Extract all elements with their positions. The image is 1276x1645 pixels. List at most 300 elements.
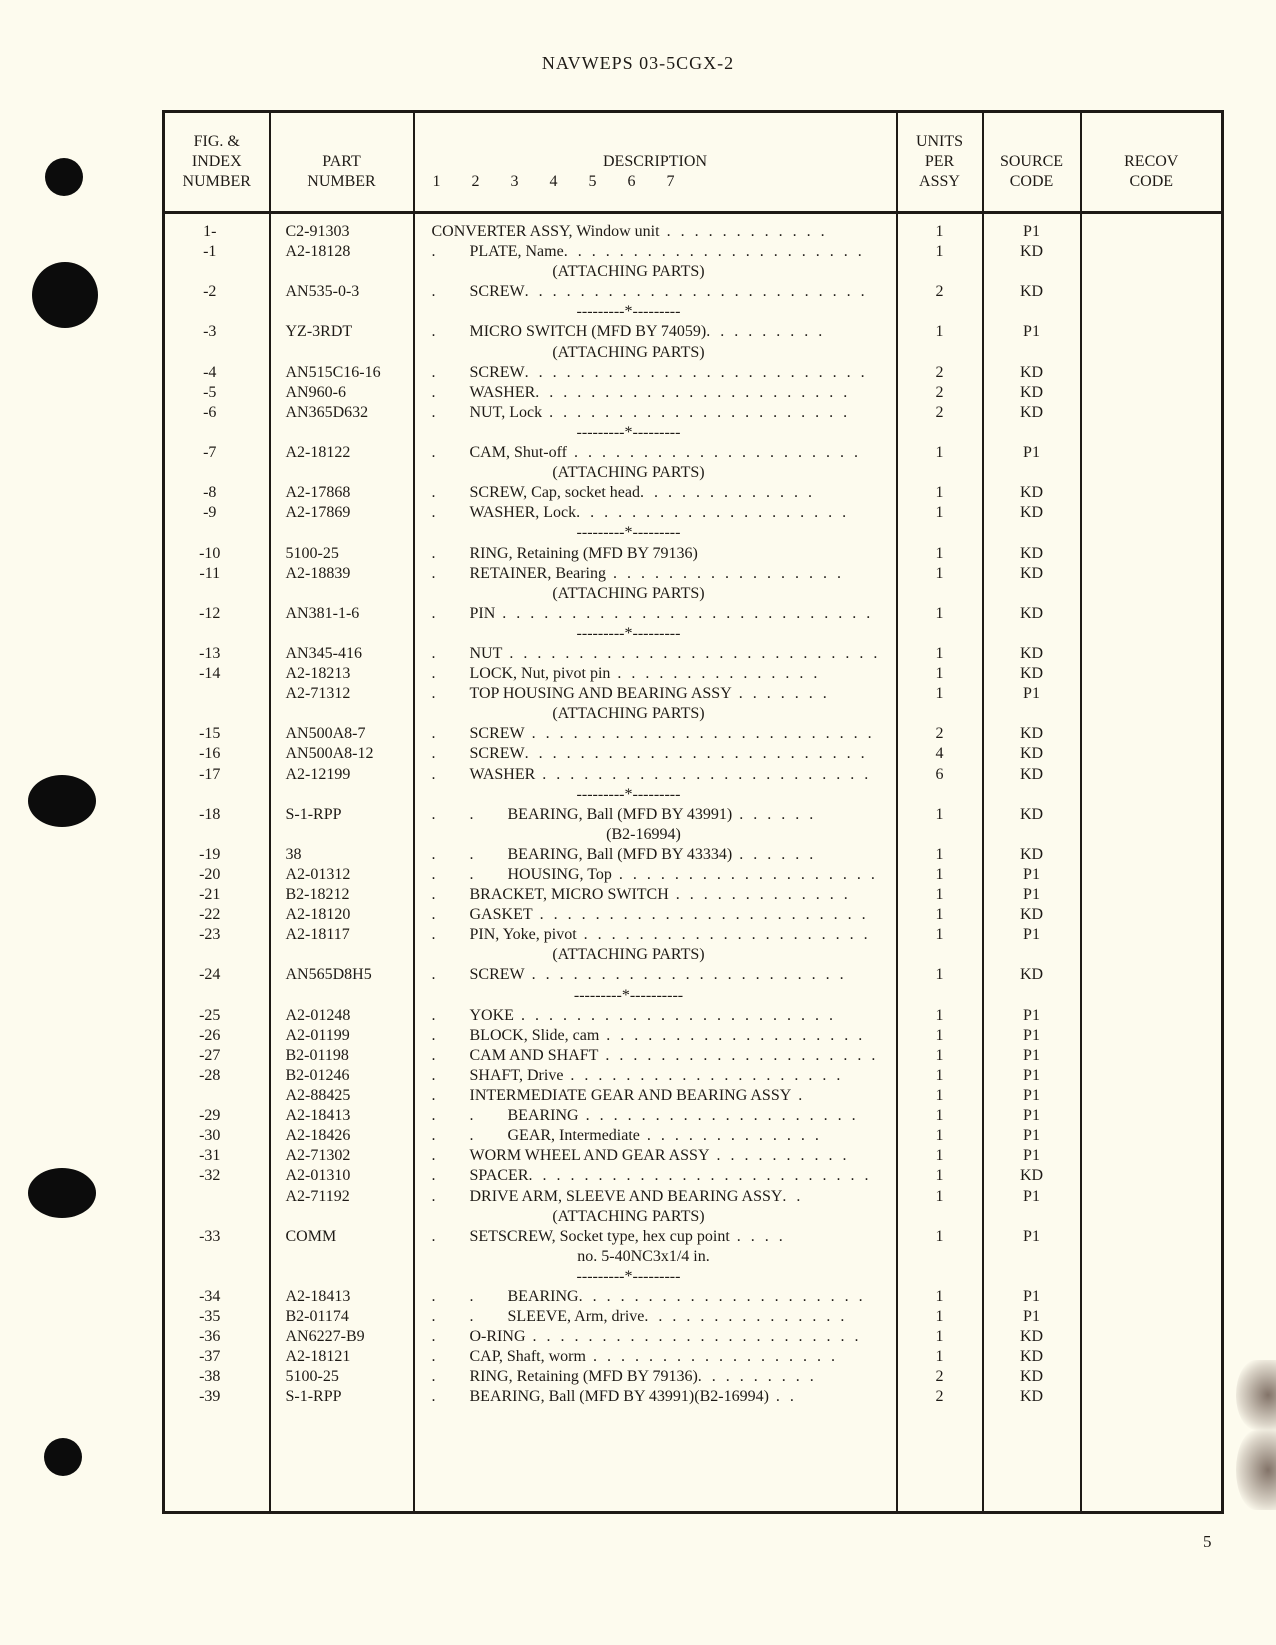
- indent-dot: .: [431, 886, 436, 904]
- index-number-cell: -12: [199, 604, 221, 622]
- units-per-assy-cell: 1: [935, 665, 944, 683]
- index-number-cell: -31: [199, 1147, 221, 1165]
- source-code-cell: KD: [1019, 1348, 1044, 1366]
- dot-leader: . . . . . . . . . . . . . . . . . . . . . .: [563, 243, 865, 261]
- part-number-cell: A2-71312: [285, 685, 351, 703]
- indent-dot: .: [431, 1066, 436, 1084]
- dot-leader: . . . . . . . . . . . . . . . . .: [605, 564, 844, 582]
- index-number-cell: -11: [199, 564, 221, 582]
- index-number-cell: -18: [199, 805, 221, 823]
- description-cell: [415, 1287, 896, 1307]
- blank-cell: [1082, 584, 1222, 604]
- dot-leader: . . . . . . . . . . . . .: [640, 484, 815, 502]
- indent-dot: .: [431, 604, 436, 622]
- indent-dot: .: [431, 1287, 436, 1305]
- indent-dot: .: [431, 866, 436, 883]
- dot-leader: . . . . . . . . . . . . .: [639, 1127, 822, 1145]
- indent-dot: .: [431, 1107, 436, 1125]
- indent-dot: .: [431, 685, 436, 703]
- page-stain: [1236, 1360, 1276, 1430]
- attaching-parts-note: [415, 1247, 896, 1267]
- dot-leader: . . . . . . . . .: [706, 323, 826, 341]
- blank-cell: [984, 825, 1080, 845]
- part-number-cell: B2-18212: [285, 886, 350, 904]
- blank-cell: [271, 1207, 413, 1227]
- part-number-cell: A2-01248: [285, 1006, 351, 1024]
- index-number-cell: [165, 1086, 269, 1106]
- header-index-number: FIG. & INDEX NUMBER: [164, 112, 270, 213]
- description-cell: [415, 865, 896, 885]
- dot-leader: . . . .: [729, 1227, 786, 1245]
- description-cell: [415, 564, 896, 584]
- source-code-cell: P1: [1023, 223, 1040, 240]
- description-text: WASHER: [469, 383, 536, 401]
- blank-cell: [1082, 523, 1222, 543]
- indent-dot: .: [431, 1308, 436, 1326]
- indent-dot: .: [431, 504, 436, 522]
- blank-cell: [165, 262, 269, 282]
- binder-hole: [44, 1438, 82, 1476]
- dot-leader: . . . . . . . . . . . . . . . . . . .: [599, 1026, 866, 1044]
- blank-cell: [165, 423, 269, 443]
- binder-hole: [28, 775, 96, 827]
- index-number-cell: -10: [199, 544, 221, 562]
- part-number-cell: AN500A8-7: [285, 725, 366, 743]
- recov-code-cell: [1082, 905, 1222, 925]
- part-number-cell: 38: [285, 845, 302, 863]
- units-per-assy-cell: 1: [935, 484, 944, 502]
- blank-cell: [984, 785, 1080, 805]
- attaching-parts-separator: [415, 785, 896, 805]
- index-number-cell: -20: [199, 866, 221, 883]
- dot-leader: . . . . . . . . . . . . . . . . . . . .: [578, 1107, 859, 1125]
- note-text: (ATTACHING PARTS): [552, 705, 705, 723]
- description-text: BEARING, Ball (MFD BY 43334): [507, 845, 733, 863]
- description-cell: [415, 604, 896, 624]
- dot-leader: . . . . . . . . . . . . . . . . . . . . .: [576, 926, 871, 944]
- recov-code-cell: [1082, 965, 1222, 985]
- blank-cell: [898, 1267, 982, 1287]
- dot-leader: . . . . . . . . . . . . . . . . . . . .: [576, 504, 850, 522]
- source-code-cell: KD: [1019, 745, 1044, 763]
- blank-cell: [271, 584, 413, 604]
- index-number-cell: -26: [199, 1026, 221, 1044]
- description-cell: [415, 1006, 896, 1026]
- recov-code-cell: [1082, 1066, 1222, 1086]
- blank-cell: [165, 1247, 269, 1267]
- note-text: (ATTACHING PARTS): [552, 343, 705, 361]
- description-text: SLEEVE, Arm, drive: [507, 1308, 645, 1326]
- dot-leader: . . . . . . . . . . . . . . . . . . . . . . . . . . .: [502, 644, 881, 662]
- attaching-parts-separator: [415, 624, 896, 644]
- dot-leader: . . . . . . . . . . . . . . . . . . . . . . . . .: [524, 283, 868, 301]
- index-number-cell: [165, 1187, 269, 1207]
- part-number-cell: AN6227-B9: [285, 1328, 365, 1346]
- indent-dot: .: [469, 1127, 474, 1145]
- source-code-cell: KD: [1019, 725, 1044, 743]
- blank-cell: [1082, 704, 1222, 724]
- blank-cell: [984, 262, 1080, 282]
- description-text: MICRO SWITCH (MFD BY 74059): [469, 323, 707, 341]
- blank-cell: [271, 423, 413, 443]
- description-cell: [415, 383, 896, 403]
- description-text: WORM WHEEL AND GEAR ASSY: [469, 1147, 710, 1165]
- units-per-assy-cell: 2: [935, 725, 944, 743]
- part-number-cell: 5100-25: [285, 1368, 339, 1386]
- description-cell: [415, 1086, 896, 1106]
- separator-text: ---------*---------: [576, 524, 681, 542]
- units-per-assy-cell: 1: [935, 223, 944, 240]
- units-per-assy-cell: 1: [935, 604, 944, 622]
- parts-list-table: [162, 110, 1224, 1514]
- description-cell: [415, 282, 896, 302]
- header-description: DESCRIPTION 1 2 3 4 5 6 7: [414, 112, 897, 213]
- blank-cell: [984, 302, 1080, 322]
- blank-cell: [1082, 785, 1222, 805]
- index-number-cell: -19: [199, 845, 221, 863]
- recov-code-cell: [1082, 1106, 1222, 1126]
- description-cell: [415, 1307, 896, 1327]
- table-header-row: [164, 112, 1223, 213]
- note-text: (B2-16994): [606, 825, 681, 843]
- index-number-cell: -7: [203, 444, 217, 462]
- recov-code-cell: [1082, 242, 1222, 262]
- blank-cell: [1082, 945, 1222, 965]
- description-text: RETAINER, Bearing: [469, 564, 606, 582]
- source-code-cell: KD: [1019, 1328, 1044, 1346]
- part-number-cell: A2-18120: [285, 906, 351, 924]
- description-text: SCREW: [469, 966, 525, 984]
- blank-cell: [165, 1267, 269, 1287]
- part-number-cell: AN535-0-3: [285, 283, 360, 301]
- indent-dot: .: [431, 765, 436, 783]
- recov-code-cell: [1082, 1086, 1222, 1106]
- description-cell: [415, 765, 896, 785]
- blank-cell: [165, 986, 269, 1006]
- indent-dot: .: [431, 745, 436, 763]
- index-number-cell: -24: [199, 966, 221, 984]
- indent-dot: .: [469, 845, 474, 863]
- indent-dot: .: [431, 484, 436, 502]
- part-number-cell: A2-71302: [285, 1147, 351, 1165]
- part-number-cell: A2-18128: [285, 243, 351, 261]
- attaching-parts-separator: [415, 423, 896, 443]
- description-cell: [415, 1046, 896, 1066]
- part-number-column: [270, 213, 414, 1513]
- description-cell: [415, 1026, 896, 1046]
- blank-cell: [271, 523, 413, 543]
- attaching-parts-note: [415, 704, 896, 724]
- units-per-assy-cell: 1: [935, 323, 944, 341]
- dot-leader: . . . . . . . . . . . . . . . . . . . . . .: [542, 403, 851, 421]
- source-code-cell: P1: [1023, 1066, 1040, 1084]
- header-units-per-assy: UNITS PER ASSY: [897, 112, 983, 213]
- description-cell: [415, 222, 896, 242]
- units-per-assy-cell: 2: [935, 1368, 944, 1386]
- blank-cell: [1082, 1267, 1222, 1287]
- dot-leader: . . . . . . . . . . . . . . . . . . . . . . .: [524, 966, 847, 984]
- attaching-parts-note: [415, 262, 896, 282]
- source-code-cell: KD: [1019, 243, 1044, 261]
- description-cell: [415, 1367, 896, 1387]
- binder-hole: [45, 158, 83, 196]
- blank-cell: [165, 343, 269, 363]
- source-code-cell: KD: [1019, 283, 1044, 301]
- description-text: HOUSING, Top: [507, 866, 612, 883]
- dot-leader: . . . . . . . . . . . . . . . . . . . .: [563, 1066, 844, 1084]
- description-text: SCREW: [469, 725, 525, 743]
- source-code-cell: KD: [1019, 504, 1044, 522]
- recov-code-cell: [1082, 744, 1222, 764]
- index-number-cell: -5: [203, 383, 217, 401]
- source-code-cell: KD: [1019, 805, 1044, 823]
- description-cell: [415, 544, 896, 564]
- index-number-cell: -14: [199, 665, 221, 683]
- recov-code-cell: [1082, 1227, 1222, 1247]
- source-code-cell: KD: [1019, 765, 1044, 783]
- attaching-parts-note: [415, 584, 896, 604]
- source-code-cell: P1: [1023, 685, 1040, 703]
- source-code-cell: P1: [1023, 1087, 1040, 1105]
- recov-code-cell: [1082, 724, 1222, 744]
- description-cell: [415, 242, 896, 262]
- index-number-cell: -22: [199, 906, 221, 924]
- blank-cell: [984, 343, 1080, 363]
- units-per-assy-cell: 1: [935, 444, 944, 462]
- dot-leader: . . . . . . . . . . . . . . . . . . . . .: [578, 1287, 866, 1305]
- description-cell: [415, 1347, 896, 1367]
- description-text: CAM AND SHAFT: [469, 1046, 599, 1064]
- units-per-assy-cell: 1: [935, 1227, 944, 1245]
- indent-dot: .: [469, 1287, 474, 1305]
- description-text: SETSCREW, Socket type, hex cup point: [469, 1227, 730, 1245]
- units-per-assy-cell: 1: [935, 1087, 944, 1105]
- recov-code-cell: [1082, 503, 1222, 523]
- units-per-assy-cell: 1: [935, 564, 944, 582]
- indent-dot: .: [431, 243, 436, 261]
- part-number-cell: YZ-3RDT: [285, 323, 353, 341]
- part-number-cell: A2-01312: [285, 866, 351, 883]
- separator-text: ---------*----------: [573, 986, 684, 1004]
- indent-dot: .: [431, 805, 436, 823]
- blank-cell: [165, 302, 269, 322]
- part-number-cell: AN345-416: [285, 644, 362, 662]
- blank-cell: [165, 463, 269, 483]
- description-text: BEARING, Ball (MFD BY 43991)(B2-16994): [469, 1388, 769, 1406]
- index-number-column: [164, 213, 270, 1513]
- part-number-cell: A2-18122: [285, 444, 351, 462]
- units-per-assy-cell: 2: [935, 283, 944, 301]
- blank-cell: [271, 704, 413, 724]
- index-number-cell: 1-: [203, 223, 217, 240]
- source-code-cell: KD: [1019, 906, 1044, 924]
- source-code-cell: P1: [1023, 1107, 1040, 1125]
- dot-leader: . . . . . . . . . . . . . . . . . . . . . . . . .: [524, 745, 868, 763]
- description-text: SHAFT, Drive: [469, 1066, 564, 1084]
- description-text: CAP, Shaft, worm: [469, 1348, 586, 1366]
- note-text: (ATTACHING PARTS): [552, 263, 705, 281]
- source-code-cell: P1: [1023, 1147, 1040, 1165]
- indent-dot: .: [431, 403, 436, 421]
- units-per-assy-cell: 1: [935, 1308, 944, 1326]
- recov-code-column: [1081, 213, 1223, 1513]
- part-number-cell: A2-12199: [285, 765, 351, 783]
- source-code-cell: P1: [1023, 444, 1040, 462]
- description-text: LOCK, Nut, pivot pin: [469, 665, 611, 683]
- recov-code-cell: [1082, 1046, 1222, 1066]
- attaching-parts-note: [415, 825, 896, 845]
- description-cell: [415, 1146, 896, 1166]
- blank-cell: [898, 624, 982, 644]
- indent-dot: .: [431, 906, 436, 924]
- blank-cell: [271, 825, 413, 845]
- dot-leader: . .: [768, 1388, 797, 1406]
- indent-dot: .: [431, 1006, 436, 1024]
- source-code-cell: P1: [1023, 866, 1040, 883]
- index-number-cell: -23: [199, 926, 221, 944]
- units-per-assy-cell: 1: [935, 926, 944, 944]
- description-cell: [415, 965, 896, 985]
- recov-code-cell: [1082, 564, 1222, 584]
- source-code-cell: KD: [1019, 564, 1044, 582]
- description-text: CAM, Shut-off: [469, 444, 567, 462]
- part-number-cell: A2-01199: [285, 1026, 350, 1044]
- blank-cell: [898, 343, 982, 363]
- description-text: WASHER: [469, 765, 536, 783]
- recov-code-cell: [1082, 1347, 1222, 1367]
- part-number-cell: AN960-6: [285, 383, 346, 401]
- indent-dot: .: [469, 805, 474, 823]
- separator-text: ---------*---------: [576, 423, 681, 441]
- source-code-cell: P1: [1023, 1006, 1040, 1024]
- blank-cell: [271, 945, 413, 965]
- index-number-cell: -36: [199, 1328, 221, 1346]
- indent-dot: .: [431, 1388, 436, 1406]
- recov-code-cell: [1082, 765, 1222, 785]
- recov-code-cell: [1082, 383, 1222, 403]
- index-number-cell: -1: [203, 243, 217, 261]
- description-text: PLATE, Name: [469, 243, 564, 261]
- separator-text: ---------*---------: [576, 785, 681, 803]
- indent-level-numbers: 1 2 3 4 5 6 7: [432, 173, 675, 190]
- blank-cell: [271, 1247, 413, 1267]
- blank-cell: [271, 624, 413, 644]
- description-cell: [415, 644, 896, 664]
- units-per-assy-cell: 1: [935, 845, 944, 863]
- description-cell: [415, 925, 896, 945]
- blank-cell: [984, 1247, 1080, 1267]
- source-code-cell: KD: [1019, 403, 1044, 421]
- dot-leader: . . . . . . . . . . . . . . . . . . . . . . . . .: [528, 1167, 872, 1185]
- attaching-parts-separator: [415, 523, 896, 543]
- units-per-assy-cell: 1: [935, 685, 944, 703]
- indent-dot: .: [469, 1107, 474, 1125]
- description-text: CONVERTER ASSY, Window unit: [431, 223, 660, 240]
- units-per-assy-cell: 1: [935, 866, 944, 883]
- recov-code-cell: [1082, 483, 1222, 503]
- units-per-assy-cell: 1: [935, 966, 944, 984]
- indent-dot: .: [431, 1368, 436, 1386]
- description-cell: [415, 805, 896, 825]
- blank-cell: [1082, 343, 1222, 363]
- recov-code-cell: [1082, 805, 1222, 825]
- dot-leader: . . . . . . . . . . . . . . . . . . . . . . . . .: [524, 725, 875, 743]
- indent-dot: .: [431, 1147, 436, 1165]
- blank-cell: [1082, 825, 1222, 845]
- part-number-cell: A2-17868: [285, 484, 351, 502]
- source-code-cell: KD: [1019, 1388, 1044, 1406]
- index-number-cell: -4: [203, 363, 217, 381]
- units-per-assy-cell: 1: [935, 1006, 944, 1024]
- indent-dot: .: [431, 564, 436, 582]
- blank-cell: [898, 1247, 982, 1267]
- indent-dot: .: [431, 444, 436, 462]
- units-per-assy-cell: 1: [935, 1187, 944, 1205]
- part-number-cell: 5100-25: [285, 544, 339, 562]
- indent-dot: .: [431, 966, 436, 984]
- part-number-cell: A2-88425: [285, 1087, 351, 1105]
- document-id: NAVWEPS 03-5CGX-2: [541, 53, 735, 73]
- index-number-cell: -34: [199, 1287, 221, 1305]
- units-per-assy-cell: 1: [935, 243, 944, 261]
- binder-hole: [32, 262, 98, 328]
- part-number-cell: A2-18213: [285, 665, 351, 683]
- blank-cell: [271, 302, 413, 322]
- source-code-cell: P1: [1023, 1227, 1040, 1245]
- dot-leader: . . . . . . . . . . . . . . . . . . . . .: [567, 444, 861, 462]
- description-text: RING, Retaining (MFD BY 79136): [469, 544, 698, 562]
- dot-leader: . . . . . . . . . . . . . . .: [610, 665, 821, 683]
- page-number: 5: [1203, 1532, 1212, 1551]
- part-number-cell: A2-18117: [285, 926, 350, 944]
- index-number-cell: -3: [203, 323, 217, 341]
- description-text: PIN: [469, 604, 496, 622]
- indent-dot: .: [431, 1227, 436, 1245]
- separator-text: ---------*---------: [576, 624, 681, 642]
- dot-leader: . .: [782, 1187, 804, 1205]
- source-code-cell: KD: [1019, 604, 1044, 622]
- source-code-cell: KD: [1019, 845, 1044, 863]
- blank-cell: [984, 945, 1080, 965]
- description-cell: [415, 684, 896, 704]
- recov-code-cell: [1082, 1026, 1222, 1046]
- blank-cell: [271, 343, 413, 363]
- units-per-assy-cell: 1: [935, 1026, 944, 1044]
- units-per-assy-cell: 2: [935, 383, 944, 401]
- dot-leader: . . . . . .: [732, 845, 817, 863]
- description-cell: [415, 503, 896, 523]
- description-text: NUT, Lock: [469, 403, 543, 421]
- source-code-cell: KD: [1019, 1368, 1044, 1386]
- indent-dot: .: [431, 1087, 436, 1105]
- part-number-cell: A2-18413: [285, 1107, 351, 1125]
- description-cell: [415, 483, 896, 503]
- source-code-cell: P1: [1023, 1287, 1040, 1305]
- indent-dot: .: [431, 845, 436, 863]
- indent-dot: .: [431, 1187, 436, 1205]
- blank-cell: [1082, 1207, 1222, 1227]
- indent-dot: .: [431, 383, 436, 401]
- description-cell: [415, 744, 896, 764]
- description-text: RING, Retaining (MFD BY 79136): [469, 1368, 698, 1386]
- recov-code-cell: [1082, 1187, 1222, 1207]
- index-number-cell: -39: [199, 1388, 221, 1406]
- description-cell: [415, 403, 896, 423]
- recov-code-cell: [1082, 604, 1222, 624]
- note-text: (ATTACHING PARTS): [552, 1207, 705, 1225]
- index-number-cell: -30: [199, 1127, 221, 1145]
- source-code-cell: P1: [1023, 926, 1040, 944]
